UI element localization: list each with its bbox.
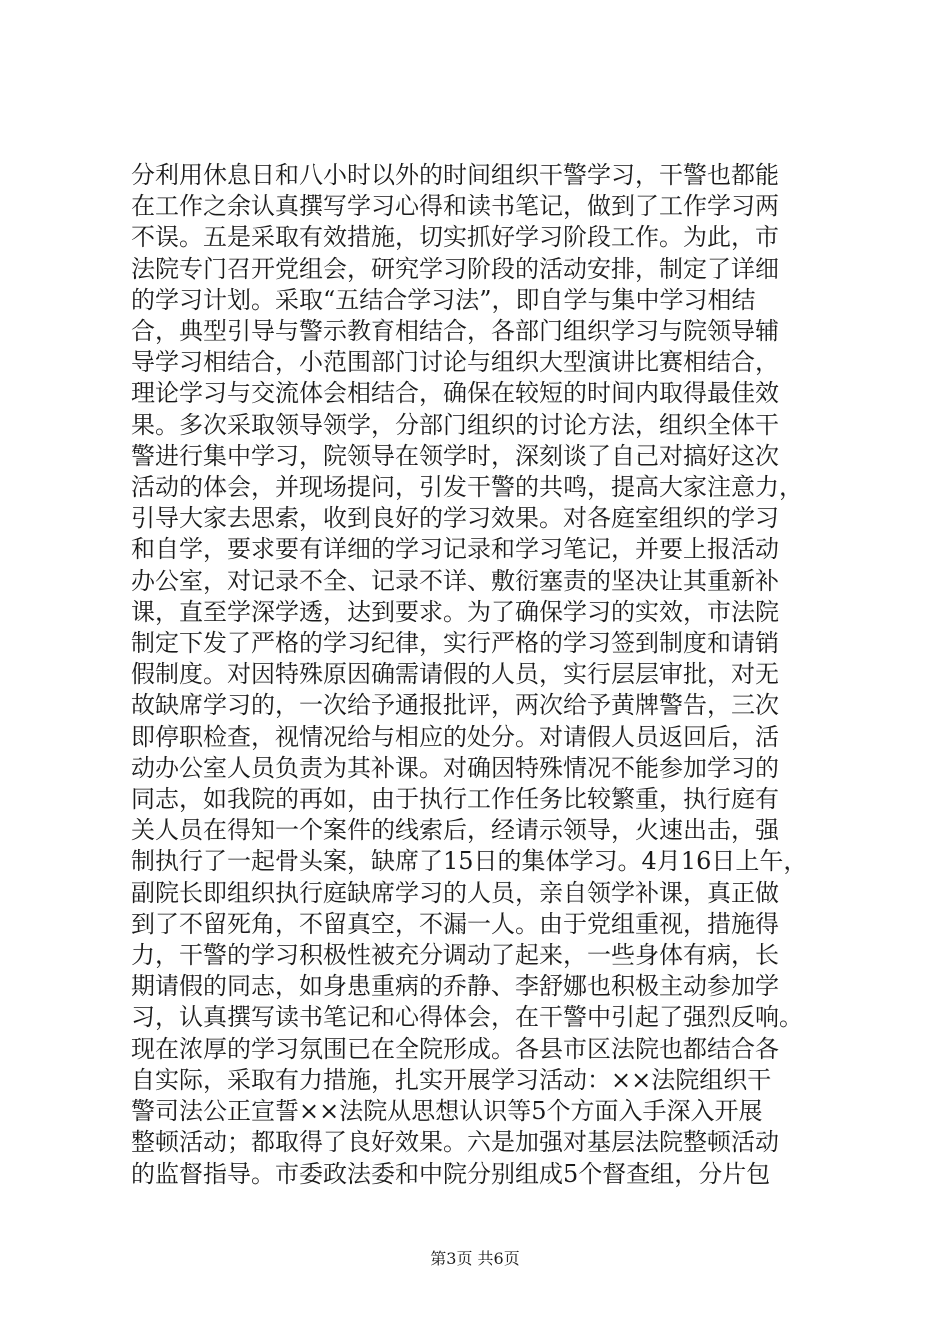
text-line: 的监督指导。市委政法委和中院分别组成5个督查组，分片包 <box>131 1159 771 1188</box>
text-line: 即停职检查，视情况给与相应的处分。对请假人员返回后，活 <box>131 722 779 751</box>
text-line: 制定下发了严格的学习纪律，实行严格的学习签到制度和请销 <box>131 629 779 658</box>
text-line: 分利用休息日和八小时以外的时间组织干警学习，干警也都能 <box>131 161 779 189</box>
text-line: 课，直至学深学透，达到要求。为了确保学习的实效，市法院 <box>131 597 779 626</box>
text-line: 警进行集中学习，院领导在领学时，深刻谈了自己对搞好这次 <box>131 441 779 470</box>
text-line: 活动的体会，并现场提问，引发干警的共鸣，提高大家注意力， <box>131 473 803 502</box>
body-paragraph <box>131 160 851 1190</box>
text-line: 不误。五是采取有效措施，切实抓好学习阶段工作。为此，市 <box>131 223 779 252</box>
text-line: 和自学，要求要有详细的学习记录和学习笔记，并要上报活动 <box>131 535 779 564</box>
text-line: 到了不留死角，不留真空，不漏一人。由于党组重视，措施得 <box>131 909 779 938</box>
text-line: 故缺席学习的，一次给予通报批评，两次给予黄牌警告，三次 <box>131 691 779 720</box>
text-line: 副院长即组织执行庭缺席学习的人员，亲自领学补课，真正做 <box>131 878 779 907</box>
text-line: 警司法公正宣誓××法院从思想认识等5个方面入手深入开展 <box>131 1097 763 1126</box>
text-line: 的学习计划。采取“五结合学习法”，即自学与集中学习相结 <box>131 285 756 314</box>
text-line: 力，干警的学习积极性被充分调动了起来，一些身体有病，长 <box>131 941 779 970</box>
text-line: 同志，如我院的再如，由于执行工作任务比较繁重，执行庭有 <box>131 785 779 814</box>
text-line: 果。多次采取领导领学，分部门组织的讨论方法，组织全体干 <box>131 410 779 439</box>
text-line: 动办公室人员负责为其补课。对确因特殊情况不能参加学习的 <box>131 753 779 782</box>
text-line: 导学习相结合，小范围部门讨论与组织大型演讲比赛相结合， <box>131 348 779 377</box>
text-line: 制执行了一起骨头案，缺席了15日的集体学习。4月16日上午， <box>131 847 808 876</box>
text-line: 假制度。对因特殊原因确需请假的人员，实行层层审批，对无 <box>131 660 779 689</box>
text-line: 引导大家去思索，收到良好的学习效果。对各庭室组织的学习 <box>131 504 779 533</box>
text-line: 在工作之余认真撰写学习心得和读书笔记，做到了工作学习两 <box>131 192 779 221</box>
text-line: 整顿活动；都取得了良好效果。六是加强对基层法院整顿活动 <box>131 1128 779 1157</box>
text-line: 关人员在得知一个案件的线索后，经请示领导，火速出击，强 <box>131 816 779 845</box>
text-line: 合，典型引导与警示教育相结合，各部门组织学习与院领导辅 <box>131 317 779 346</box>
text-line: 法院专门召开党组会，研究学习阶段的活动安排，制定了详细 <box>131 254 779 283</box>
text-line: 期请假的同志，如身患重病的乔静、李舒娜也积极主动参加学 <box>131 972 779 1001</box>
text-line: 办公室，对记录不全、记录不详、敷衍塞责的坚决让其重新补 <box>131 566 779 595</box>
text-line: 现在浓厚的学习氛围已在全院形成。各县市区法院也都结合各 <box>131 1034 779 1063</box>
text-line: 习，认真撰写读书笔记和心得体会，在干警中引起了强烈反响。 <box>131 1003 803 1032</box>
text-line: 自实际，采取有力措施，扎实开展学习活动：××法院组织干 <box>131 1065 772 1094</box>
page-footer: 第3页 共6页 <box>430 1249 520 1268</box>
text-line: 理论学习与交流体会相结合，确保在较短的时间内取得最佳效 <box>131 379 779 408</box>
